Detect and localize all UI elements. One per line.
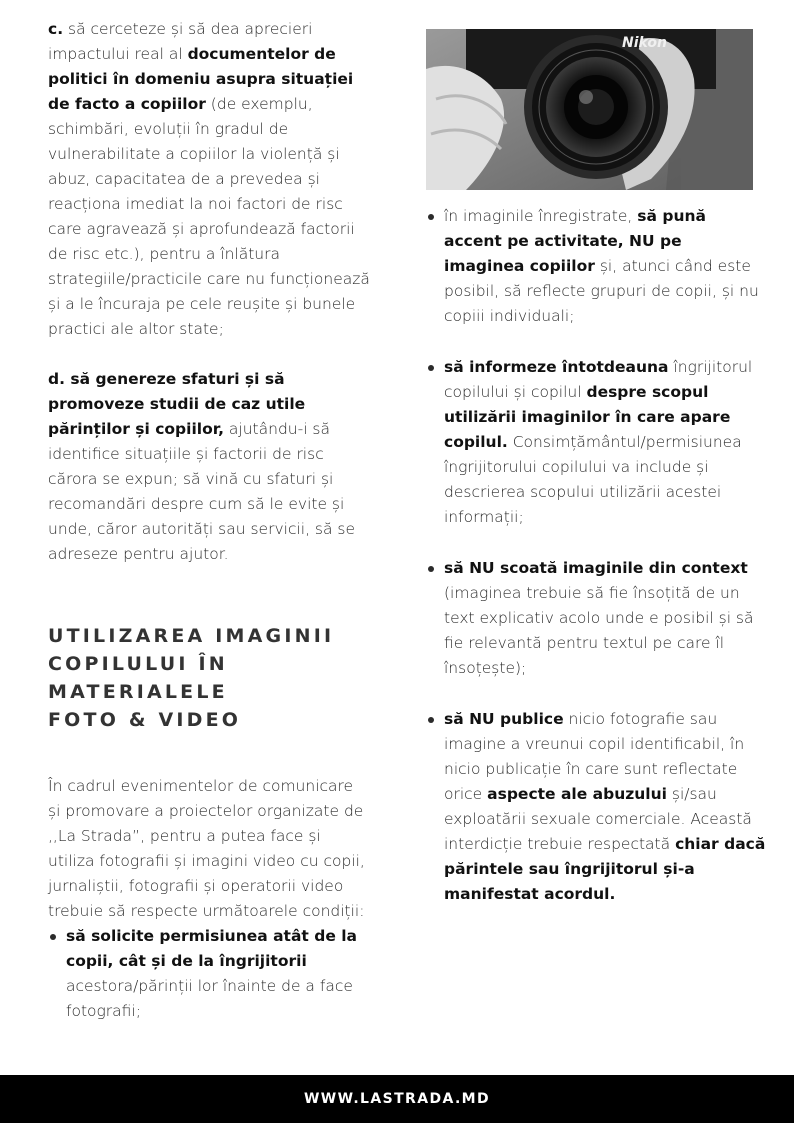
paragraph-d xyxy=(48,367,370,567)
camera-brand: Nikon xyxy=(622,35,667,51)
bold-text-run: documentelor de politici în domeniu asupra situației de facto a copiilor xyxy=(48,45,354,113)
camera-photo xyxy=(426,29,753,190)
list-item xyxy=(426,204,766,329)
heading-line: MATERIALELE xyxy=(48,681,228,703)
bold-text-run: să NU publice xyxy=(444,710,564,728)
text-run: să cerceteze și să dea aprecieri impactului real al xyxy=(48,20,313,63)
text-run: în imaginile înregistrate, xyxy=(444,207,638,225)
heading-line: UTILIZAREA IMAGINII xyxy=(48,625,335,647)
conditions-list-left xyxy=(48,924,370,1024)
bold-text-run: aspecte ale abuzului xyxy=(487,785,667,803)
text-run: (imaginea trebuie să fie însoțită de un text explicativ acolo unde e posibil și să fie relevantă pentru textul pe care îl însoțește); xyxy=(444,584,754,677)
bold-text-run: c. xyxy=(48,20,64,38)
bold-text-run: d. să genereze sfaturi și să promoveze studii de caz utile părinților și copiilor, xyxy=(48,370,306,438)
left-column xyxy=(48,17,370,1024)
list-item xyxy=(426,707,766,907)
camera-photo-illustration xyxy=(426,29,753,190)
bold-text-run: să NU scoată imaginile din context xyxy=(444,559,748,577)
bold-text-run: despre scopul utilizării imaginilor în care apare copilul. xyxy=(444,383,731,451)
bold-text-run: să solicite permisiunea atât de la copii, cât și de la îngrijitorii xyxy=(66,927,358,970)
intro-paragraph: În cadrul evenimentelor de comunicare și promovare a proiectelor organizate de ,,La Strada”, pentru a putea face și utiliza fotografii și imagini video cu copii, jurnaliștii, fotografii și operatorii video trebuie să respecte următoarele condiții: xyxy=(48,777,365,920)
text-run: ajutându-i să identifice situațiile și factorii de risc cărora se expun; să vină cu sfaturi și recomandări despre cum să le evite și unde, căror autorități sau servicii, să se adreseze pentru ajutor. xyxy=(48,420,356,563)
text-run: Consimțământul/permisiunea îngrijitorului copilului va include și descrierea scopului utilizării acestei informații; xyxy=(444,433,742,526)
conditions-list-right xyxy=(426,204,766,907)
text-run: și/sau exploatării sexuale comerciale. Această interdicție trebuie respectată xyxy=(444,785,752,853)
footer-bar xyxy=(0,1075,794,1123)
text-run: nicio fotografie sau imagine a vreunui copil identificabil, în nicio publicație în care sunt reflectate orice xyxy=(444,710,745,803)
bold-text-run: să pună accent pe activitate, NU pe imaginea copiilor xyxy=(444,207,706,275)
right-column xyxy=(426,204,766,933)
bold-text-run: să informeze întotdeauna xyxy=(444,358,669,376)
bold-text-run: chiar dacă părintele sau îngrijitorul și-a manifestat acordul. xyxy=(444,835,766,903)
footer-website-link[interactable]: WWW.LASTRADA.MD xyxy=(303,1091,491,1107)
list-item xyxy=(426,355,766,530)
paragraph-c xyxy=(48,17,370,342)
section-heading xyxy=(48,622,370,734)
text-run: acestora/părinții lor înainte de a face fotografii; xyxy=(66,977,353,1020)
heading-line: FOTO & VIDEO xyxy=(48,709,242,731)
text-run: îngrijitorul copilului și copilul xyxy=(444,358,753,401)
text-run: (de exemplu, schimbări, evoluții în gradul de vulnerabilitate a copiilor la violență și abuz, capacitatea de a prevedea și reacționa imediat la noi factori de risc care agravează și aprofundează factorii de risc etc.), pentru a înlătura strategiile/practicile care nu funcționează și a le încuraja pe cele reușite și bunele practici ale altor state; xyxy=(48,95,370,338)
list-item xyxy=(48,924,370,1024)
text-run: și, atunci când este posibil, să reflecte grupuri de copii, și nu copiii individuali; xyxy=(444,257,759,325)
heading-line: COPILULUI ÎN xyxy=(48,653,228,675)
list-item xyxy=(426,556,766,681)
